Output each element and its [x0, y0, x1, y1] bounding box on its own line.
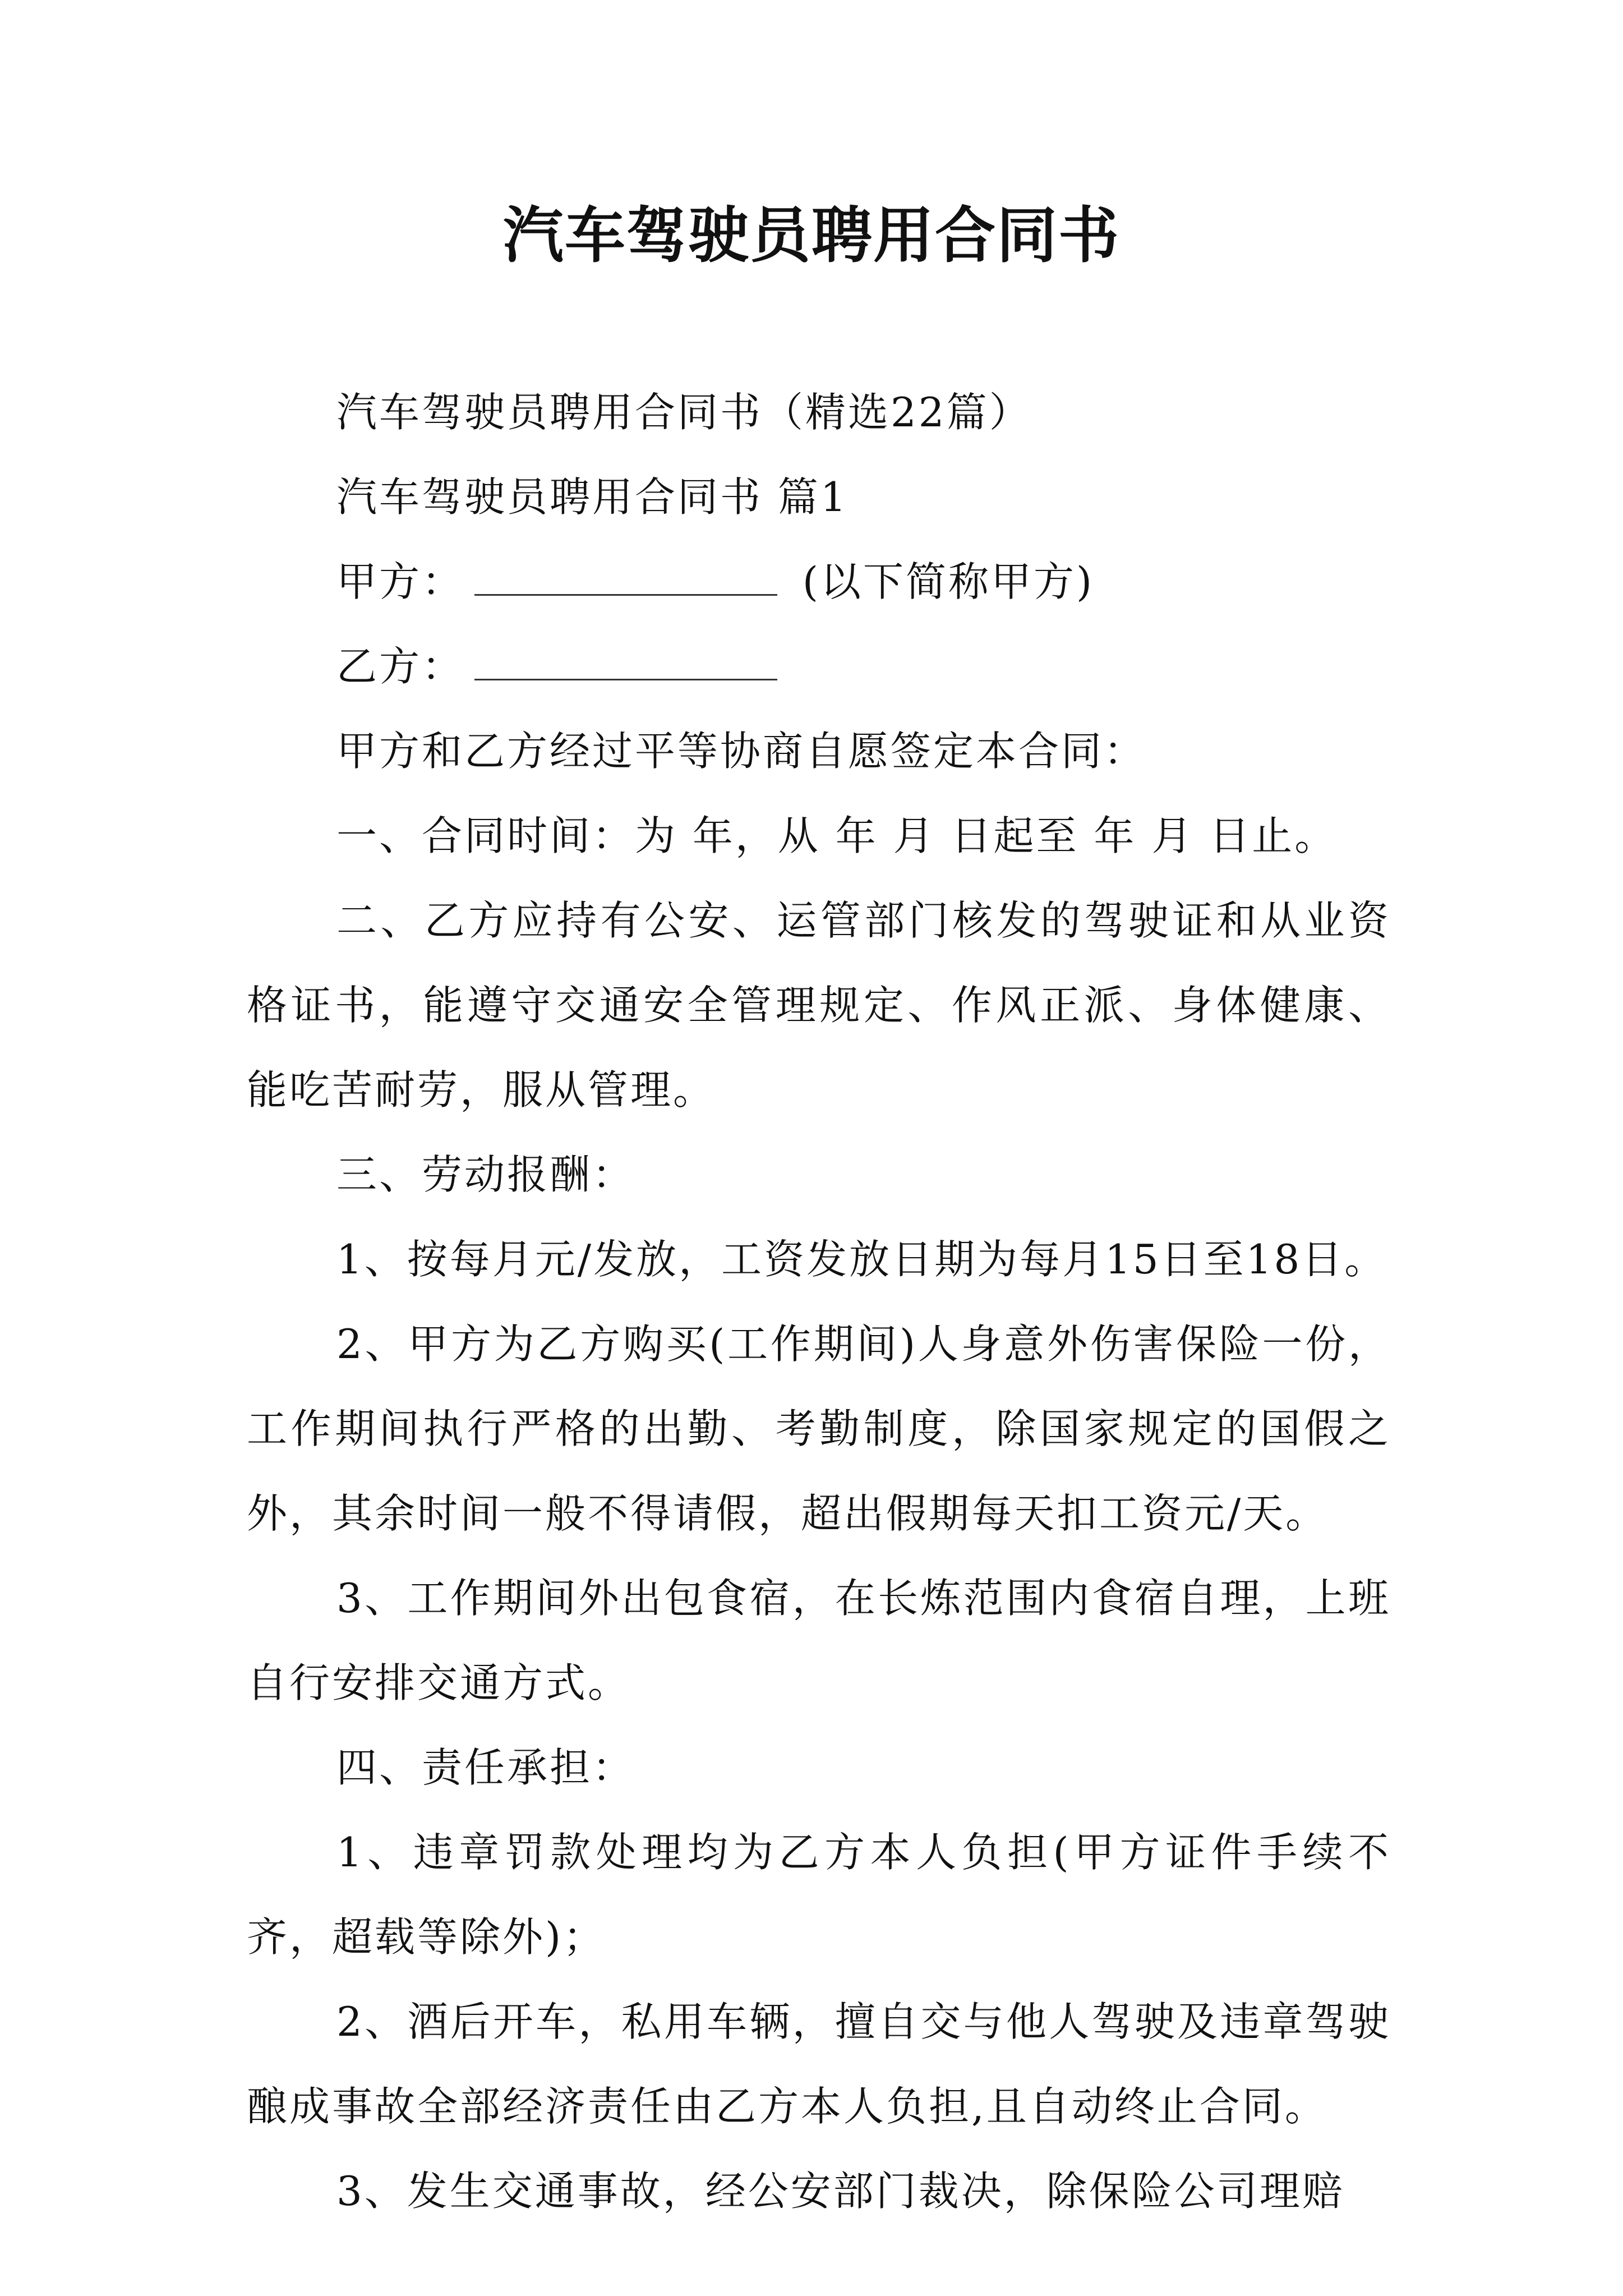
- party-b-blank-line: [474, 645, 777, 680]
- document-body: [247, 370, 1391, 2234]
- party-a-suffix: (以下简称甲方): [787, 558, 1095, 605]
- party-a-blank-line: [474, 560, 777, 596]
- paragraph-term: 一、合同时间：为 年，从 年 月 日起至 年 月 日止。: [336, 812, 1338, 859]
- paragraph-section-heading: 汽车驾驶员聘用合同书 篇1: [336, 473, 849, 521]
- paragraph-remuneration-heading: 三、劳动报酬：: [336, 1151, 635, 1198]
- paragraph-fines: 1、违章罚款处理均为乙方本人负担(甲方证件手续不齐，超载等除外)；: [247, 1829, 1391, 1961]
- party-a-line: [247, 540, 1391, 624]
- paragraph-subtitle: 汽车驾驶员聘用合同书（精选22篇）: [336, 389, 1032, 436]
- paragraph-drunk-driving: 2、酒后开车，私用车辆，擅自交与他人驾驶及违章驾驶酿成事故全部经济责任由乙方本人负担,且自动终止合同。: [247, 1998, 1391, 2130]
- paragraph-insurance: 2、甲方为乙方购买(工作期间)人身意外伤害保险一份，工作期间执行严格的出勤、考勤制度，除国家规定的国假之外，其余时间一般不得请假，超出假期每天扣工资元/天。: [247, 1320, 1391, 1537]
- paragraph-agreement: 甲方和乙方经过平等协商自愿签定本合同：: [336, 728, 1147, 775]
- paragraph-accommodation: 3、工作期间外出包食宿，在长炼范围内食宿自理，上班自行安排交通方式。: [247, 1575, 1391, 1706]
- paragraph-qualification: 二、乙方应持有公安、运管部门核发的驾驶证和从业资格证书，能遵守交通安全管理规定、作风正派、身体健康、能吃苦耐劳，服从管理。: [247, 897, 1391, 1114]
- paragraph-liability-heading: 四、责任承担：: [336, 1744, 635, 1791]
- paragraph-accident: 3、发生交通事故，经公安部门裁决，除保险公司理赔: [336, 2168, 1345, 2215]
- party-b-label: 乙方：: [336, 643, 465, 690]
- paragraph-salary: 1、按每月元/发放，工资发放日期为每月15日至18日。: [336, 1236, 1387, 1283]
- party-a-label: 甲方：: [336, 558, 465, 605]
- document-title: 汽车驾驶员聘用合同书: [502, 200, 1120, 271]
- party-b-line: [247, 624, 1391, 709]
